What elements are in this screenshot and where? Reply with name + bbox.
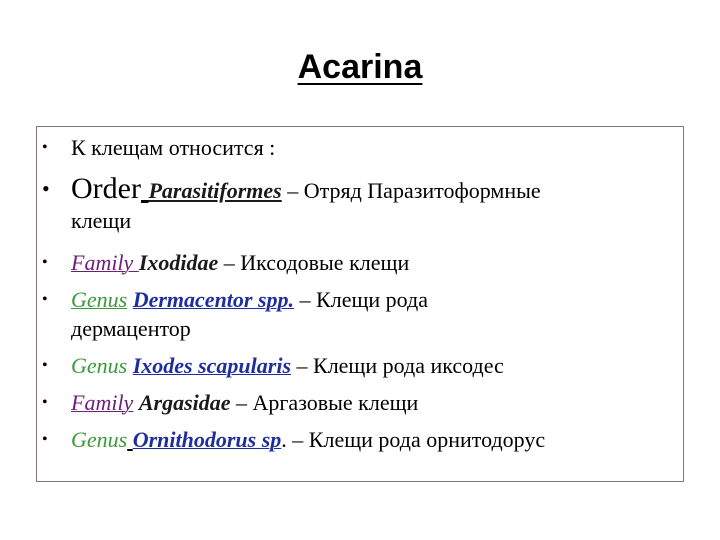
genus-rest: – Клещи рода иксодес bbox=[291, 353, 504, 378]
intro-text: К клещам относится : bbox=[71, 135, 276, 160]
bullet-icon: • bbox=[42, 176, 50, 201]
genus-name: Dermacentor spp. bbox=[132, 287, 295, 312]
bullet-icon: • bbox=[42, 394, 48, 411]
family-rest: – Аргазовые клещи bbox=[230, 390, 419, 415]
family-rank: Family bbox=[71, 390, 134, 415]
genus-rank: Genus bbox=[71, 287, 128, 312]
genus-name: Ornithodorus sp bbox=[132, 427, 282, 452]
order-name: Parasitiformes bbox=[148, 178, 282, 203]
family-name: Ixodidae bbox=[138, 250, 219, 275]
family-name: Argasidae bbox=[138, 390, 231, 415]
genus-name: Ixodes scapularis bbox=[132, 353, 292, 378]
genus-rank: Genus bbox=[71, 353, 128, 378]
genus-rest: . – Клещи рода орнитодорус bbox=[281, 427, 546, 452]
genus-rest: – Клещи рода bbox=[294, 287, 429, 312]
family-rank: Family bbox=[71, 250, 134, 275]
genus-line-2 bbox=[71, 353, 504, 379]
bullet-icon: • bbox=[42, 357, 48, 374]
slide-title: Acarina bbox=[297, 48, 423, 86]
order-rest-line2: клещи bbox=[71, 208, 132, 233]
order-rank: Order bbox=[71, 172, 141, 205]
bullet-icon: • bbox=[42, 254, 48, 271]
genus-line-1 bbox=[71, 287, 428, 313]
order-line bbox=[71, 172, 541, 208]
genus-rank: Genus bbox=[71, 427, 128, 452]
order-rest: – Отряд Паразитоформные bbox=[281, 178, 541, 203]
genus-rest-line2: дермацентор bbox=[71, 316, 191, 341]
bullet-icon: • bbox=[42, 139, 48, 156]
bullet-icon: • bbox=[42, 431, 48, 448]
family-line-2 bbox=[71, 390, 418, 416]
genus-line-3 bbox=[71, 427, 545, 453]
family-line-1 bbox=[71, 250, 409, 276]
bullet-icon: • bbox=[42, 291, 48, 308]
family-rest: – Иксодовые клещи bbox=[218, 250, 410, 275]
